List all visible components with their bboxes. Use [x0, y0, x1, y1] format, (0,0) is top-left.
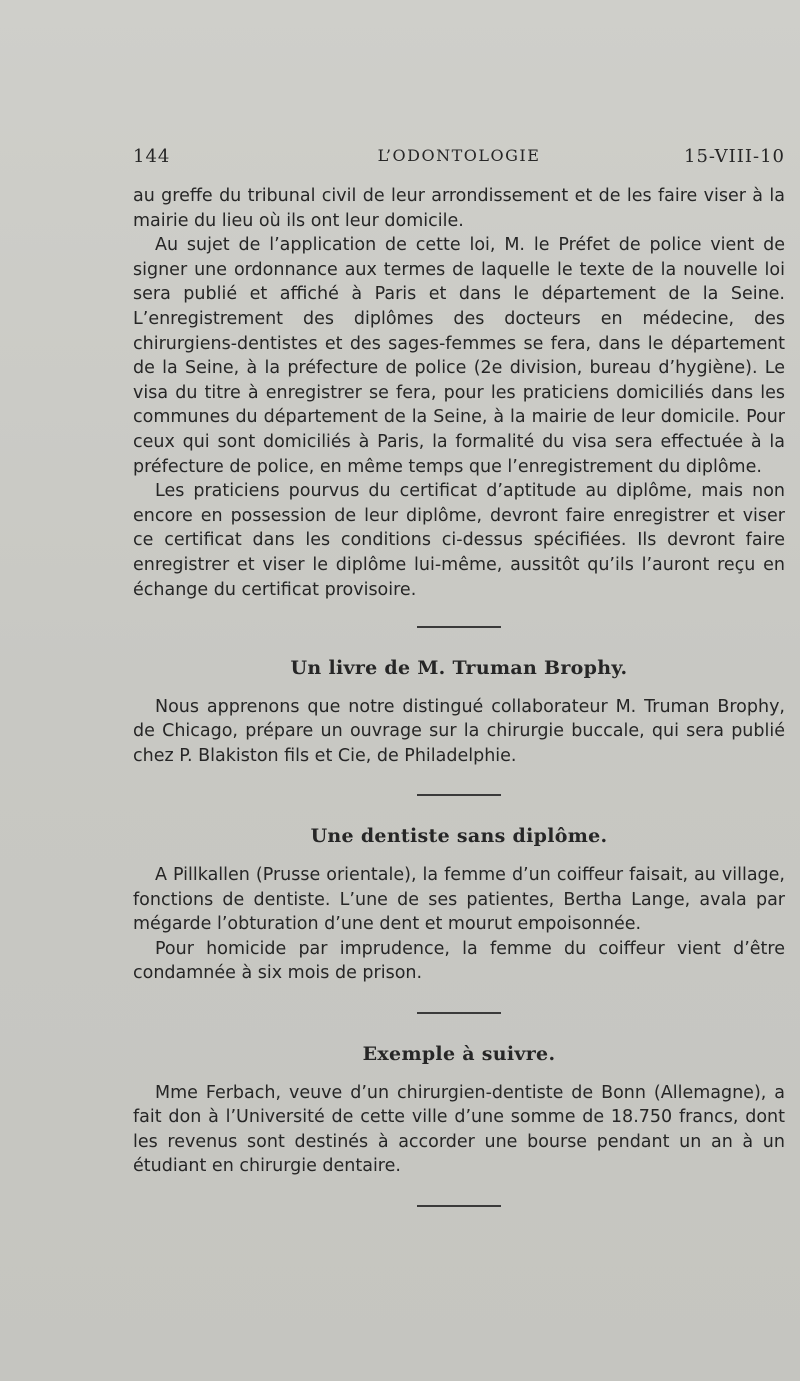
paragraph: Au sujet de l’application de cette loi, M. le Préfet de police vient de signer une ordonnance aux termes de laquelle le texte de la nouvelle loi sera publié et affiché à Paris et dans le département de la Seine. L’enregistrement des diplômes des docteurs en médecine, des chirurgiens-dentistes et des sages-femmes se fera, dans le département de la Seine, à la préfecture de police (2e division, bureau d’hygiène). Le visa du titre à enregistrer se fera, pour les praticiens domiciliés dans les communes du département de la Seine, à la mairie de leur domicile. Pour ceux qui sont domiciliés à Paris, la formalité du visa sera effectuée à la préfecture de police, en même temps que l’enregistrement du diplôme.	[133, 235, 785, 477]
paragraph: au greffe du tribunal civil de leur arrondissement et de les faire viser à la mairie du lieu où ils ont leur domicile.	[133, 186, 785, 231]
paragraph: Mme Ferbach, veuve d’un chirurgien-dentiste de Bonn (Allemagne), a fait don à l’Université de cette ville d’une somme de 18.750 francs, dont les revenus sont destinés à accorder une bourse pendant un an à un étudiant en chirurgie dentaire.	[133, 1082, 785, 1177]
running-header	[133, 146, 785, 170]
section-divider	[417, 1205, 501, 1207]
page-number: 144	[133, 146, 171, 167]
paragraph: Nous apprenons que notre distingué collaborateur M. Truman Brophy, de Chicago, prépare un ouvrage sur la chirurgie buccale, qui sera publié chez P. Blakiston fils et Cie, de Philadelphie.	[133, 696, 785, 766]
section-heading: Un livre de M. Truman Brophy.	[290, 657, 628, 680]
paragraph: A Pillkallen (Prusse orientale), la femme d’un coiffeur faisait, au village, fonctions de dentiste. L’une de ses patientes, Bertha Lange, avala par mégarde l’obturation d’une dent et mourut empoisonnée.	[133, 865, 785, 935]
section-heading: Exemple à suivre.	[362, 1043, 556, 1066]
paragraph: Les praticiens pourvus du certificat d’aptitude au diplôme, mais non encore en possession de leur diplôme, devront faire enregistrer et viser ce certificat dans les conditions ci-dessus spécifiées. Ils devront faire enregistrer et viser le diplôme lui-même, aussitôt qu’ils l’auront reçu en échange du certificat provisoire.	[133, 481, 785, 600]
issue-date: 15-VIII-10	[684, 146, 785, 167]
journal-title: L’ODONTOLOGIE	[377, 146, 541, 165]
paragraph: Pour homicide par imprudence, la femme du coiffeur vient d’être condamnée à six mois de prison.	[133, 938, 785, 984]
article-body	[133, 184, 785, 1207]
section-heading: Une dentiste sans diplôme.	[310, 825, 608, 848]
